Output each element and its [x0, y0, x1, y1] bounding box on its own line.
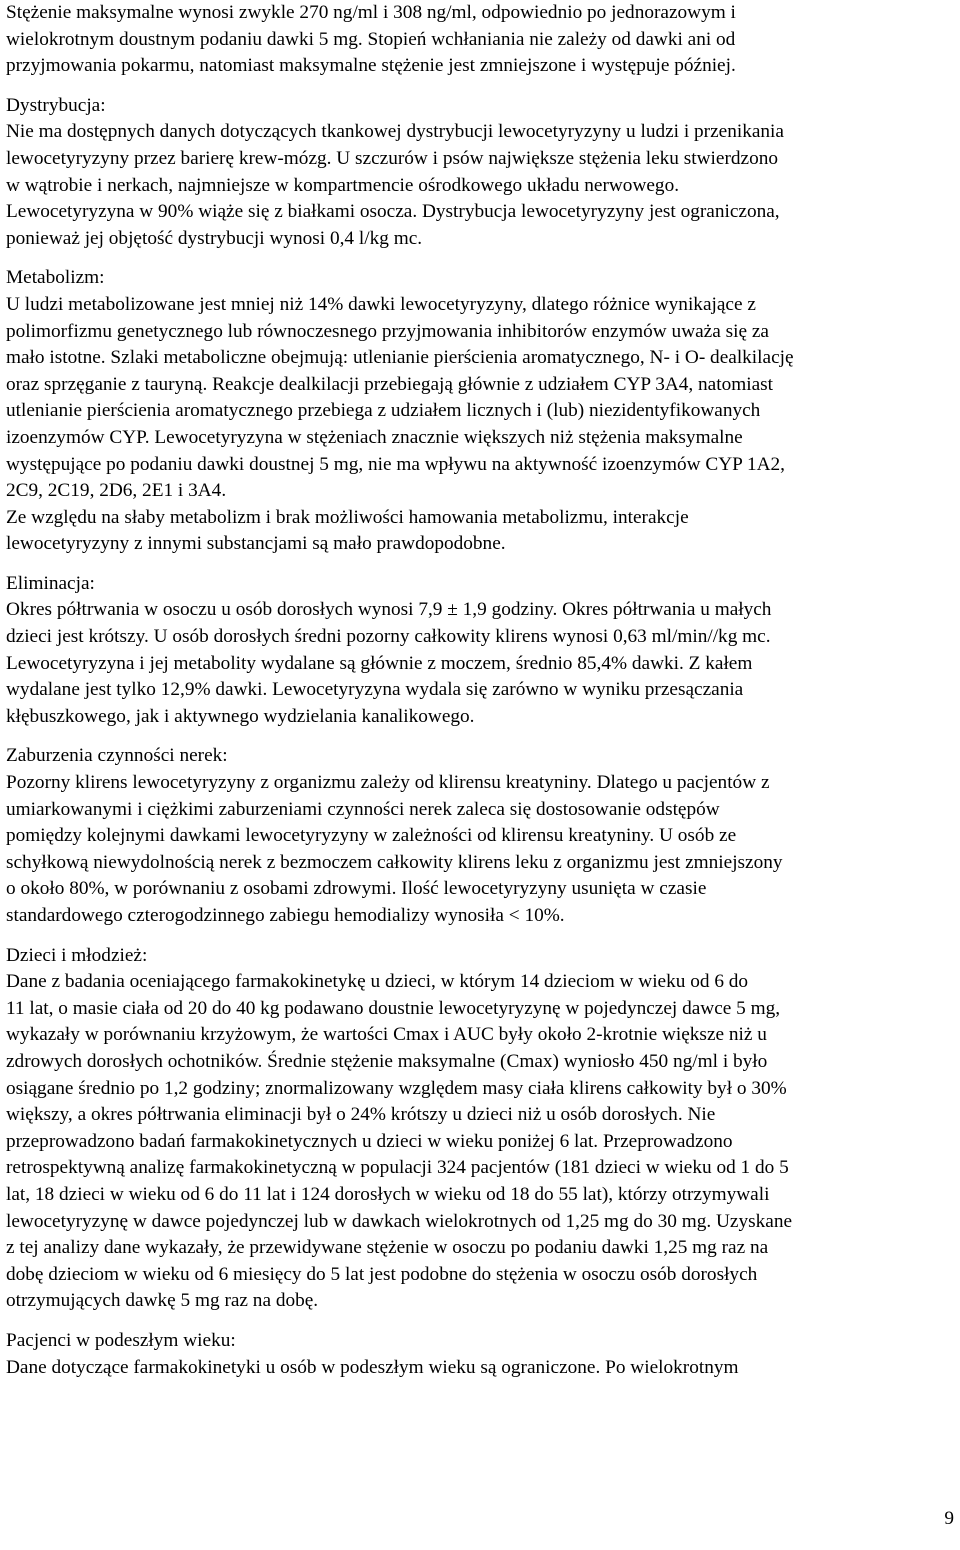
elderly-paragraph: [6, 1355, 956, 1382]
text-line: wykazały w porównaniu krzyżowym, że wartości Cmax i AUC były około 2-krotnie większe niż u: [6, 1024, 767, 1046]
text-line: 2C9, 2C19, 2D6, 2E1 i 3A4.: [6, 480, 227, 502]
text-line: mało istotne. Szlaki metaboliczne obejmują: utlenianie pierścienia aromatycznego, N- i O- dealkilację: [6, 347, 794, 369]
text-line: Stężenie maksymalne wynosi zwykle 270 ng/ml i 308 ng/ml, odpowiednio po jednorazowym i: [6, 2, 736, 23]
text-line: 11 lat, o masie ciała od 20 do 40 kg podawano doustnie lewocetyryzynę w pojedynczej dawce 5 mg,: [6, 997, 781, 1019]
section-heading-children: Dzieci i młodzież:: [6, 944, 148, 966]
elimination-paragraph: [6, 597, 956, 730]
text-line: ponieważ jej objętość dystrybucji wynosi 0,4 l/kg mc.: [6, 227, 423, 249]
text-line: oraz sprzęganie z tauryną. Reakcje dealkilacji przebiegają głównie z udziałem CYP 3A4, natomiast: [6, 373, 774, 395]
text-line: polimorfizmu genetycznego lub równoczesnego przyjmowania inhibitorów enzymów uważa się za: [6, 320, 769, 342]
text-line: Lewocetyryzyna i jej metabolity wydalane są głównie z moczem, średnio 85,4% dawki. Z kałem: [6, 652, 753, 674]
text-line: w wątrobie i nerkach, najmniejsze w kompartmencie ośrodkowego układu nerwowego.: [6, 174, 680, 196]
text-line: z tej analizy dane wykazały, że przewidywane stężenie w osoczu po podaniu dawki 1,25 mg raz na: [6, 1237, 769, 1259]
text-line: schyłkową niewydolnością nerek z bezmoczem całkowity klirens leku z organizmu jest zmniejszony: [6, 851, 783, 873]
text-line: Nie ma dostępnych danych dotyczących tkankowej dystrybucji lewocetyryzyny u ludzi i przenikania: [6, 121, 784, 143]
text-line: zdrowych dorosłych ochotników. Średnie stężenie maksymalne (Cmax) wyniosło 450 ng/ml i było: [6, 1050, 768, 1072]
text-line: pomiędzy kolejnymi dawkami lewocetyryzyny w zależności od klirensu kreatyniny. U osób ze: [6, 825, 737, 847]
section-heading-elderly: Pacjenci w podeszłym wieku:: [6, 1329, 236, 1351]
text-line: przyjmowania pokarmu, natomiast maksymalne stężenie jest zmniejszone i występuje później.: [6, 55, 736, 77]
section-heading-elimination: Eliminacja:: [6, 572, 95, 594]
page-number: 9: [944, 1508, 954, 1529]
renal-paragraph: [6, 770, 956, 930]
text-line: lewocetyryzynę w dawce pojedynczej lub w dawkach wielokrotnych od 1,25 mg do 30 mg. Uzyskane: [6, 1210, 793, 1232]
text-line: Dane z badania oceniającego farmakokinetykę u dzieci, w którym 14 dzieciom w wieku od 6 do: [6, 971, 749, 993]
text-line: retrospektywną analizę farmakokinetyczną w populacji 324 pacjentów (181 dzieci w wieku od 1 do 5: [6, 1157, 789, 1179]
text-line: wielokrotnym doustnym podaniu dawki 5 mg. Stopień wchłaniania nie zależy od dawki ani od: [6, 28, 736, 50]
metabolism-paragraph: [6, 292, 956, 558]
text-line: lat, 18 dzieci w wieku od 6 do 11 lat i 124 dorosłych w wieku od 18 do 55 lat), którzy otrzymywali: [6, 1183, 770, 1205]
text-line: przeprowadzono badań farmakokinetycznych u dzieci w wieku poniżej 6 lat. Przeprowadzono: [6, 1130, 733, 1152]
text-line: Okres półtrwania w osoczu u osób dorosłych wynosi 7,9 ± 1,9 godziny. Okres półtrwania u małych: [6, 599, 772, 621]
text-line: Dane dotyczące farmakokinetyki u osób w podeszłym wieku są ograniczone. Po wielokrotnym: [6, 1356, 739, 1378]
text-line: U ludzi metabolizowane jest mniej niż 14% dawki lewocetyryzyny, dlatego różnice wynikające z: [6, 293, 756, 315]
text-line: kłębuszkowego, jak i aktywnego wydzielania kanalikowego.: [6, 705, 475, 727]
section-heading-distribution: Dystrybucja:: [6, 94, 106, 116]
distribution-paragraph: [6, 119, 956, 252]
section-heading-metabolism: Metabolizm:: [6, 267, 105, 289]
text-line: izoenzymów CYP. Lewocetyryzyna w stężeniach znacznie większych niż stężenia maksymalne: [6, 426, 743, 448]
text-line: lewocetyryzyny z innymi substancjami są mało prawdopodobne.: [6, 533, 506, 555]
text-line: dzieci jest krótszy. U osób dorosłych średni pozorny całkowity klirens wynosi 0,63 ml/min//kg mc.: [6, 626, 771, 648]
text-line: utlenianie pierścienia aromatycznego przebiega z udziałem licznych i (lub) niezidentyfikowanych: [6, 400, 761, 422]
text-line: Ze względu na słaby metabolizm i brak możliwości hamowania metabolizmu, interakcje: [6, 506, 689, 528]
text-line: Pozorny klirens lewocetyryzyny z organizmu zależy od klirensu kreatyniny. Dlatego u pacjentów z: [6, 772, 770, 794]
children-paragraph: [6, 969, 956, 1315]
text-line: Lewocetyryzyna w 90% wiąże się z białkami osocza. Dystrybucja lewocetyryzyny jest ograniczona,: [6, 201, 780, 223]
intro-paragraph: [6, 0, 956, 80]
text-line: osiągane średnio po 1,2 godziny; znormalizowany względem masy ciała klirens całkowity był o 30%: [6, 1077, 787, 1099]
text-line: dobę dzieciom w wieku od 6 miesięcy do 5 lat jest podobne do stężenia w osoczu osób dorosłych: [6, 1263, 758, 1285]
section-heading-renal: Zaburzenia czynności nerek:: [6, 745, 228, 767]
text-line: otrzymujących dawkę 5 mg raz na dobę.: [6, 1290, 319, 1312]
text-line: wydalane jest tylko 12,9% dawki. Lewocetyryzyna wydala się zarówno w wyniku przesączania: [6, 679, 744, 701]
document-page: [6, 0, 956, 1381]
text-line: występujące po podaniu dawki doustnej 5 mg, nie ma wpływu na aktywność izoenzymów CYP 1A2,: [6, 453, 785, 475]
text-line: standardowego czterogodzinnego zabiegu hemodializy wynosiła < 10%.: [6, 905, 565, 926]
text-line: o około 80%, w porównaniu z osobami zdrowymi. Ilość lewocetyryzyny usunięta w czasie: [6, 878, 707, 900]
text-line: większy, a okres półtrwania eliminacji był o 24% krótszy u dzieci niż u osób dorosłych. Nie: [6, 1104, 716, 1126]
text-line: lewocetyryzyny przez barierę krew-mózg. U szczurów i psów największe stężenia leku stwierdzono: [6, 147, 779, 169]
text-line: umiarkowanymi i ciężkimi zaburzeniami czynności nerek zaleca się dostosowanie odstępów: [6, 798, 720, 820]
